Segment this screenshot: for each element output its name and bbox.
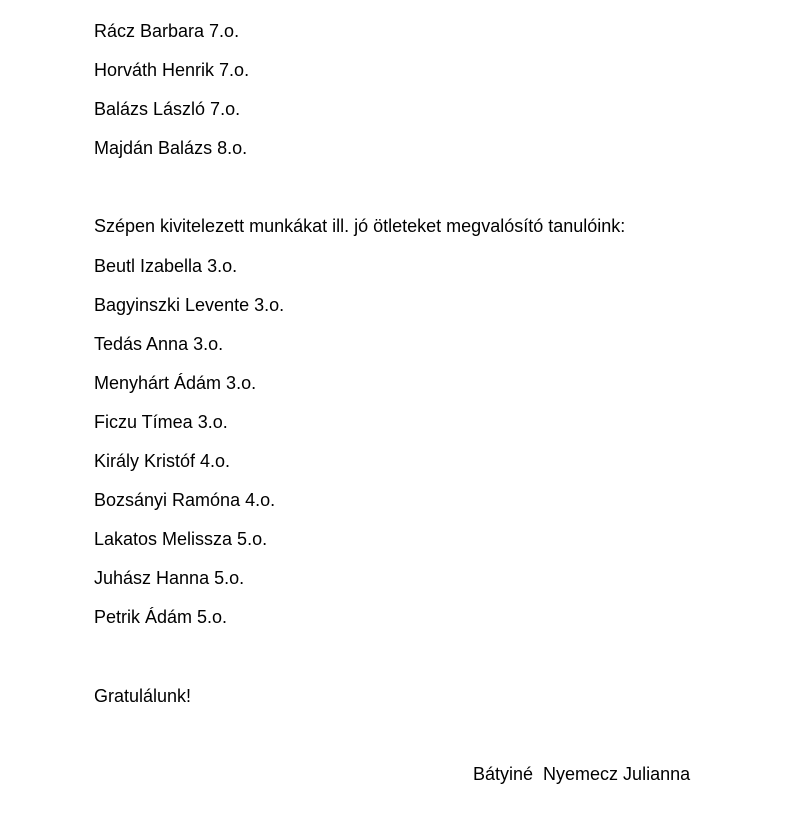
student-name: Majdán Balázs 8.o. <box>94 138 248 158</box>
student-name: Horváth Henrik 7.o. <box>94 60 250 80</box>
student-name: Menyhárt Ádám 3.o. <box>94 373 257 393</box>
student-name: Bagyinszki Levente 3.o. <box>94 295 285 315</box>
section-heading: Szépen kivitelezett munkákat ill. jó ötleteket megvalósító tanulóink: <box>94 216 626 236</box>
student-name: Király Kristóf 4.o. <box>94 451 231 471</box>
student-name: Juhász Hanna 5.o. <box>94 568 245 588</box>
student-name: Balázs László 7.o. <box>94 99 241 119</box>
student-name: Bozsányi Ramóna 4.o. <box>94 490 276 510</box>
student-name: Beutl Izabella 3.o. <box>94 256 238 276</box>
student-name: Rácz Barbara 7.o. <box>94 21 240 41</box>
student-name: Lakatos Melissza 5.o. <box>94 529 268 549</box>
closing-text: Gratulálunk! <box>94 686 192 706</box>
student-name: Ficzu Tímea 3.o. <box>94 412 228 432</box>
student-name: Petrik Ádám 5.o. <box>94 607 228 627</box>
student-name: Tedás Anna 3.o. <box>94 334 224 354</box>
signature: Bátyiné Nyemecz Julianna <box>473 764 691 784</box>
